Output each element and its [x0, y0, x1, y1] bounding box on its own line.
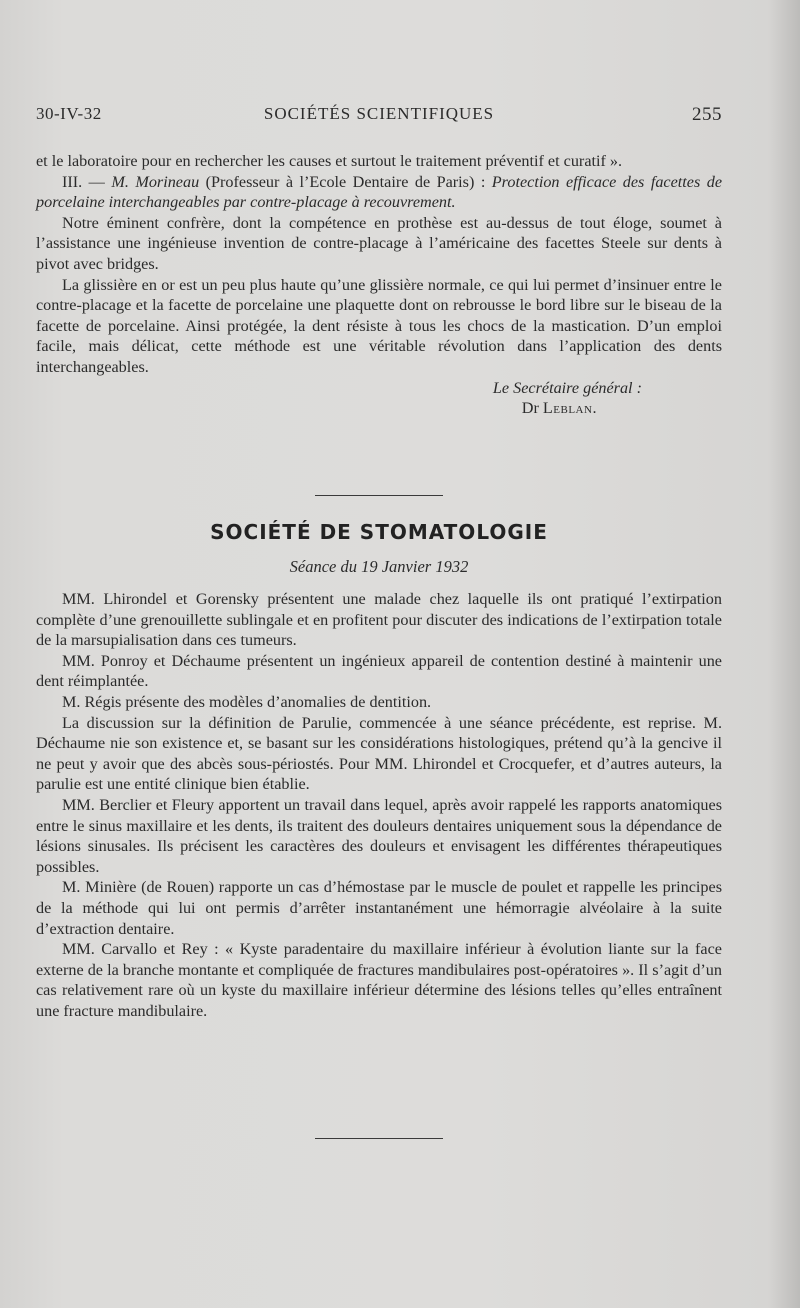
top-text-block [36, 151, 722, 419]
section-divider [315, 495, 443, 496]
paragraph-7: MM. Carvallo et Rey : « Kyste paradentaire du maxillaire inférieur à évolution liante sur la face externe de la branche montante et compliquée de fractures mandibulaires post-opératoires ». Il s’agit d’un cas relativement rare où un kyste du maxillaire inférieur détermine des lésions telles qu’elles entraînent une fracture mandibulaire. [36, 940, 722, 1020]
end-divider [315, 1138, 443, 1139]
signature-role: Le Secrétaire général : [492, 378, 642, 397]
item-affiliation: (Professeur à l’Ecole Dentaire de Paris) : [199, 172, 492, 191]
paragraph-method: La glissière en or est un peu plus haute qu’une glissière normale, ce qui lui permet d’insinuer entre le contre-placage et la facette de porcelaine une plaquette dont on rebrousse le bord libre sur le biseau de la facette de porcelaine. Ainsi protégée, la dent résiste à tous les chocs de la mastication. D’un emploi facile, mais délicat, cette méthode est une véritable révolution dans l’application des dents interchangeables. [36, 275, 722, 376]
signature-title: Dr [521, 399, 539, 418]
running-header [36, 104, 722, 132]
header-date: 30-IV-32 [36, 104, 102, 123]
item-title: Protection efficace des facettes de porcelaine interchangeables par contre-placage à recouvrement. [36, 172, 722, 212]
paragraph-6: M. Minière (de Rouen) rapporte un cas d’hémostase par le muscle de poulet et rappelle les principes de la méthode qui lui ont permis d’arrêter instantanément une hémorragie alvéolaire à la suite d’extraction dentaire. [36, 878, 722, 938]
paragraph-description: Notre éminent confrère, dont la compétence en prothèse est au-dessus de tout éloge, soumet à l’assistance une ingénieuse invention de contre-placage à l’américaine des facettes Steele sur dents à pivot avec bridges. [36, 213, 722, 273]
paragraph-4: La discussion sur la définition de Parulie, commencée à une séance précédente, est reprise. M. Déchaume nie son existence et, se basant sur les considérations histologiques, prétend qu’à la gencive il ne peut y avoir que des abcès sous-périostés. Pour MM. Lhirondel et Crocquefer, et d’autres auteurs, la parulie est une entité clinique bien établie. [36, 713, 722, 794]
seance-date: Séance du 19 Janvier 1932 [289, 557, 469, 576]
item-author: M. Morineau [111, 172, 200, 191]
section-heading: SOCIÉTÉ DE STOMATOLOGIE [210, 520, 548, 544]
paragraph-3: M. Régis présente des modèles d’anomalies de dentition. [62, 692, 432, 711]
paragraph-item-iii [36, 172, 722, 213]
item-number: III. — [62, 172, 112, 191]
section-body [36, 589, 722, 1021]
paragraph-1: MM. Lhirondel et Gorensky présentent une malade chez laquelle ils ont pratiqué l’extirpation complète d’une grenouillette sublingale et en profitent pour discuter des indications de l’extirpation totale de la marsupialisation dans ces tumeurs. [36, 590, 722, 650]
signature-surname: Leblan. [542, 399, 597, 418]
paragraph-continuation: et le laboratoire pour en rechercher les causes et surtout le traitement préventif et curatif ». [36, 152, 623, 170]
header-title: SOCIÉTÉS SCIENTIFIQUES [263, 104, 495, 123]
signature-name [36, 398, 722, 419]
paragraph-2: MM. Ponroy et Déchaume présentent un ingénieux appareil de contention destiné à maintenir une dent réimplantée. [36, 651, 722, 691]
page-number: 255 [692, 104, 722, 125]
paragraph-5: MM. Berclier et Fleury apportent un travail dans lequel, après avoir rappelé les rapports anatomiques entre le sinus maxillaire et les dents, ils traitent des douleurs dentaires uniquement sous la dépendance de lésions sinusales. Ils précisent les caractères des douleurs et envisagent les différentes thérapeutiques possibles. [36, 795, 722, 876]
